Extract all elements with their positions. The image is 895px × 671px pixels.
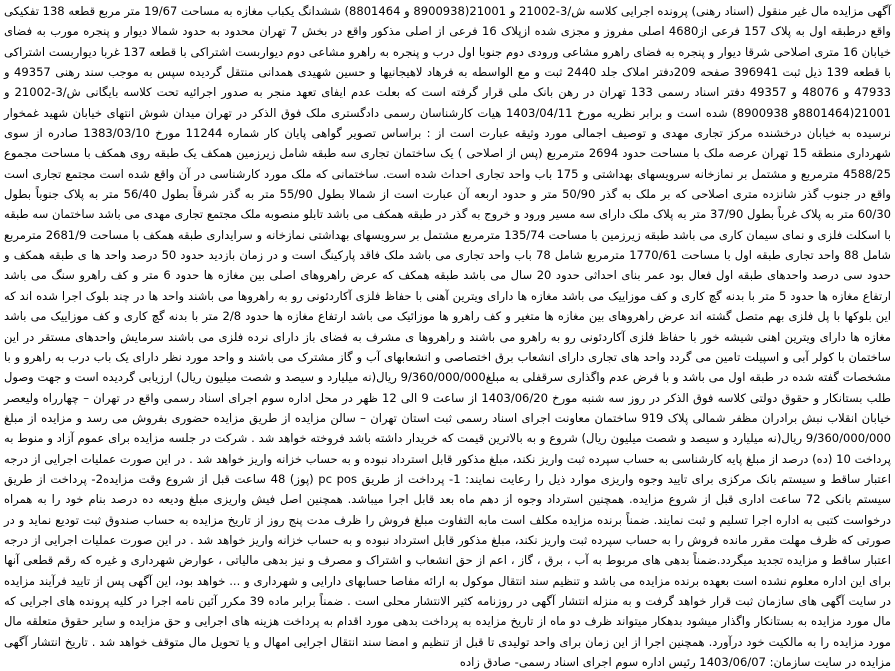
auction-notice-text: آگهی مزایده مال غیر منقول (اسناد رهنی) پرونده اجرایی کلاسه ش/3-21002 و 21001(8900938 و 8801464) ششدانگ یکباب مغازه به مساحت 19/67 متر مربع قطعه 138 تفکیکی واقع درطبقه اول به پلاک 157 فرعی از4680 اصلی مفروز و مجزی شده ازپلاک 16 فرعی از اصلی مذکور واقع در بخش 7 تهران محدود به حدود شمالا دیوار و پنجره مورب به فضای خیابان 16 متری اصلاحی شرقا دیوار و پنجره به فضای راهرو مشاعی ورودی دوم جنوبا اول درب و پنجره به راهرو مشاعی دوم دیواربست اشتراکی با قطعه 137 غربا دیواربست اشتراکی با قطعه 139 ذیل ثبت 396941 صفحه 209دفتر املاک جلد 2440 ثبت و مع الواسطه به فرهاد لاهیجانیها و حسین شهیدی همدانی منتقل گردیده سپس به موجب سند رهنی 49357 و 47933 و 48076 و 49357 دفتر اسناد رسمی 133 تهران در رهن بانک ملی قرار گرفته است که بعلت عدم ایفای تعهد منجر به صدور اجرائیه تحت کلاسه بایگانی ش/3-21002 و 21001(8801464و 8900938) شده است و برابر نظریه مورخ 1403/04/11 هیات کارشناسان رسمی دادگستری ملک فوق الذکر در تهران میدان شوش انتهای خیابان شهید غمخوار نرسیده به خیابان درخشنده مرکز تجاری مهدی و توصیف اجمالی مورد وثیقه عبارت است از : براساس تصویر گواهی پایان کار شماره 11244 مورخ 1383/03/10 صادره از سوی شهرداری منطقه 15 تهران عرصه ملک با مساحت حدود 2694 مترمربع (پس از اصلاحی ) یک ساختمان تجاری سه طبقه شامل زیرزمین همکف یک طبقه روی همکف با مساحت مجموع 4588/25 مترمربع و مشتمل بر نمازخانه سرویسهای بهداشتی و 175 باب واحد تجاری احداث شده است. ساختمانی که ملک مورد کارشناسی در آن واقع شده است مجتمع تجاری است واقع در جنوب گذر شانزده متری اصلاحی که بر ملک به گذر 50/90 متر و حدود اربعه آن عبارت است از شمالا بطول 55/90 متر به گذر شرقاً بطول 56/40 متر به پلاک جنوباً بطول 60/30 متر به پلاک غرباً بطول 37/90 متر به پلاک ملک دارای سه مسیر ورود و خروج به گذر در طبقه همکف می باشد تابلو منصوبه ملک مجتمع تجاری مهدی می باشد ساختمان سه طبقه با اسکلت فلزی و نمای سیمان کاری می باشد طبقه زیرزمین با مساحت 135/74 مترمربع مشتمل بر سرویسهای بهداشتی نمازخانه و سرایداری طبقه همکف با مساحت 2681/9 مترمربع شامل 88 واحد تجاری طبقه اول با مساحت 1770/61 مترمربع شامل 78 باب واحد تجاری می باشد ملک فاقد پارکینگ است و در زمان بازدید حدود 50 درصد واحد ها ی طبقه همکف و حدود سی درصد واحدهای طبقه اول فعال بود عمر بنای احداثی حدود 20 سال می باشد طبقه همکف که عرض راهروهای اصلی بین مغازه ها حدود 6 متر و کف راهرو سنگ می باشد ارتفاع مغازه ها حدود 5 متر با بدنه گچ کاری و کف موزاییک می باشد مغازه ها دارای ویترین آهنی با حفاظ فلزی آکاردئونی رو به راهروها می باشند واحد ها در چند بلوک اجرا شده اند که این بلوکها با پل فلزی بهم متصل گشته اند عرض راهروهای بین مغازه ها متغیر و کف راهرو ها موزائیک می باشد ارتفاع مغازه ها حدود 2/8 متر با بدنه گچ کاری و کف موزاییک می باشد مغازه ها دارای ویترین اهنی شیشه خور با حفاظ فلزی آکاردئونی رو به راهرو می باشند و راهروها ی مشرف به فضای باز دارای نرده فلزی می باشند سرمایش واحدهای مستقر در این ساختمان با کولر آبی و اسپیلت تامین می گردد واحد های تجاری دارای انشعاب برق اختصاصی و انشعابهای آب و گاز مشترک می باشند و واحد مورد نظر دارای یک باب درب به راهرو و با مشخصات گفته شده در طبقه اول می باشد و با فرض عدم واگذاری سرقفلی به مبلغ9/360/000/000 ریال(نه میلیارد و سیصد و شصت میلیون ریال) ارزیابی گردیده است و جهت وصول طلب بستانکار و حقوق دولتی کلاسه فوق الذکر در روز سه شنبه مورخ 1403/06/20 از ساعت 9 الی 12 ظهر در محل اداره سوم اجرای اسناد رسمی واقع در تهران – چهارراه ولیعصر خیابان انقلاب نبش برادران مظفر شمالی پلاک 919 ساختمان معاونت اجرای اسناد رسمی ثبت استان تهران – سالن مزایده از طریق مزایده حضوری بفروش می رسد و مزایده از مبلغ 9/360/000/000 ریال(نه میلیارد و سیصد و شصت میلیون ریال) شروع و به بالاترین قیمت که خریدار داشته باشد فروخته خواهد شد . شرکت در جلسه مزایده برای عموم آزاد و منوط به پرداخت 10 (ده) درصد از مبلغ پایه کارشناسی به حساب سپرده ثبت واریز نکند، مبلغ مذکور قابل استرداد نبوده و به حساب خزانه واریز خواهد شد . در این صورت عملیات اجرایی از درجه اعتبار ساقط و سیستم بانک مرکزی برای تایید وجوه واریزی موارد ذیل را رعایت نمایند: 1- پرداخت از طریق pc pos (پوز) 48 ساعت قبل از شروع وقت مزایده2- پرداخت از طریق سیستم بانکی 72 ساعت اداری قبل از شروع مزایده. همچنین استرداد وجوه از دهم ماه بعد قابل اجرا میباشد. همچنین اصل فیش واریزی مبلغ ودیعه ده درصد بنام خود را به همراه درخواست کتبی به اداره اجرا تسلیم و ثبت نمایند. ضمناً برنده مزایده مکلف است مابه التفاوت مبلغ فروش را ظرف مدت پنج روز از تاریخ مزایده به حساب صندوق ثبت تودیع نماید و در صورتی که ظرف مهلت مقرر مانده فروش را به حساب سپرده ثبت واریز نکند، مبلغ مذکور قابل استرداد نبوده و به حساب خزانه واریز خواهد شد . در این صورت عملیات اجرایی از درجه اعتبار ساقط و مزایده تجدید میگردد.ضمناً بدهی های مربوط به آب ، برق ، گاز ، اعم از حق انشعاب و اشتراک و مصرف و نیز بدهی مالیاتی ، عوارض شهرداری و غیره که رقم قطعی آنها برای این اداره معلوم نشده است بعهده برنده مزایده می باشد و تنظیم سند انتقال موکول به ارائه مفاصا حسابهای دارایی و شهرداری و ... خواهد بود، این آگهی پس از تایید فرآیند مزایده در سایت آگهی های سازمان ثبت قرار خواهد گرفت و به منزله انتشار آگهی در روزنامه کثیر الانتشار محلی است . ضمناً برابر ماده 39 مکرر آئین نامه اجرا در کلیه پرونده های اجرایی که مال مورد مزایده به بستانکار واگذار میشود بدهکار میتواند ظرف دو ماه از تاریخ مزایده به پرداخت بدهی مورد اقدام به پرداخت هزینه های اجرایی و حق مزایده و سایر حقوق متعلقه مال مورد مزایده را به مالکیت خود درآورد. همچنین اجرا از این زمان برای واحد تولیدی تا قبل از تنظیم و امضا سند انتقال اجرایی امهال و یا تحویل مال متوقف خواهد شد . تاریخ انتشار آگهی مزایده در سایت سازمان: 1403/06/07 رئیس اداره سوم اجرای اسناد رسمی- صادق زاده — [4, 4, 892, 669]
